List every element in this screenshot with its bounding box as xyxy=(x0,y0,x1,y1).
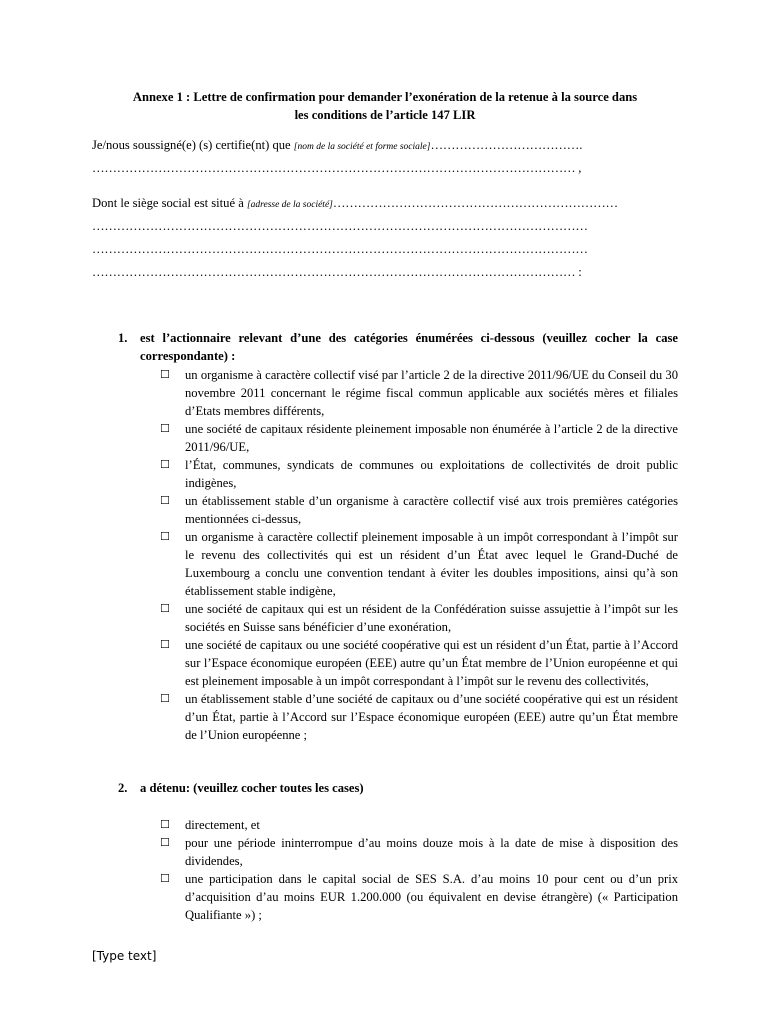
checkbox-icon[interactable]: ☐ xyxy=(160,638,170,651)
seat-line-4: ……………………………………………………………………………………………………… : xyxy=(92,265,582,279)
section-1-option[interactable] xyxy=(160,528,678,600)
declaration-line-2: ……………………………………………………………………………………………………… , xyxy=(92,161,582,175)
section-1-option[interactable] xyxy=(160,420,678,456)
section-1-number: 1. xyxy=(118,331,128,345)
section-1-heading xyxy=(118,329,678,365)
checkbox-icon[interactable]: ☐ xyxy=(160,422,170,435)
option-text: un organisme à caractère collectif visé par l’article 2 de la directive 2011/96/UE du Conseil du 30 novembre 2011 concernant le régime fiscal commun applicable aux sociétés mères et filiales d’Etats membres différents, xyxy=(185,368,678,418)
section-1-option[interactable] xyxy=(160,456,678,492)
company-address-placeholder: [adresse de la société] xyxy=(246,200,333,210)
option-text: pour une période ininterrompue d’au moins douze mois à la date de mise à disposition des dividendes, xyxy=(185,836,678,868)
document-title xyxy=(92,88,678,124)
seat-line-1 xyxy=(92,194,678,214)
section-2-number: 2. xyxy=(118,781,128,795)
declaration-prefix: Je/nous soussigné(e) (s) certifie(nt) que xyxy=(92,138,294,152)
option-text: un établissement stable d’une société de capitaux ou d’une société coopérative qui est un résident d’un État, partie à l’Accord sur l’Espace économique européen (EEE) autre qu’un État membre de l’Union européenne ; xyxy=(185,692,678,742)
option-text: un organisme à caractère collectif pleinement imposable à un impôt correspondant à l’impôt sur le revenu des collectivités qui est un résident d’un État avec lequel le Grand-Duché de Luxembourg a conclu une convention tendant à éviter les doubles impositions, ainsi qu’à son établissement stable indigène, xyxy=(185,530,678,598)
section-2-heading xyxy=(118,779,678,797)
checkbox-icon[interactable]: ☐ xyxy=(160,530,170,543)
option-text: une société de capitaux qui est un résident de la Confédération suisse assujettie à l’impôt sur les sociétés en Suisse sans bénéficier d’une exonération, xyxy=(185,602,678,634)
checkbox-icon[interactable]: ☐ xyxy=(160,458,170,471)
seat-line-3: ………………………………………………………………………………………………………… xyxy=(92,242,588,256)
declaration-dots: ………………………………. xyxy=(430,138,583,152)
checkbox-icon[interactable]: ☐ xyxy=(160,692,170,705)
checkbox-icon[interactable]: ☐ xyxy=(160,368,170,381)
option-text: une participation dans le capital social de SES S.A. d’au moins 10 pour cent ou d’un prix d’acquisition d’au moins EUR 1.200.000 (ou équivalent en devise étrangère) (« Participation Qualifiante ») ; xyxy=(185,872,678,922)
seat-line-2: ………………………………………………………………………………………………………… xyxy=(92,219,588,233)
checkbox-icon[interactable]: ☐ xyxy=(160,494,170,507)
checkbox-icon[interactable]: ☐ xyxy=(160,836,170,849)
option-text: un établissement stable d’un organisme à caractère collectif visé aux trois premières catégories mentionnées ci-dessus, xyxy=(185,494,678,526)
option-text: une société de capitaux ou une société coopérative qui est un résident d’un État, partie à l’Accord sur l’Espace économique européen (EEE) autre qu’un État membre de l’Union européenne et qui est pleinement imposable à un impôt correspondant à l’impôt sur le revenu des collectivités, xyxy=(185,638,678,688)
section-2-option[interactable] xyxy=(160,870,678,924)
seat-dots: …………………………………………………………… xyxy=(332,196,618,210)
section-1-heading-text: est l’actionnaire relevant d’une des catégories énumérées ci-dessous (veuillez cocher la case correspondante) : xyxy=(140,331,678,363)
title-line-2: les conditions de l’article 147 LIR xyxy=(294,108,476,122)
footer-placeholder: [Type text] xyxy=(92,949,157,963)
section-1-options xyxy=(160,366,678,744)
checkbox-icon[interactable]: ☐ xyxy=(160,602,170,615)
section-2-options xyxy=(160,816,678,924)
title-line-1: Annexe 1 : Lettre de confirmation pour demander l’exonération de la retenue à la source dans xyxy=(132,90,638,104)
section-2-option[interactable] xyxy=(160,834,678,870)
section-1-option[interactable] xyxy=(160,636,678,690)
option-text: l’État, communes, syndicats de communes ou exploitations de collectivités de droit public indigènes, xyxy=(185,458,678,490)
option-text: une société de capitaux résidente pleinement imposable non énumérée à l’article 2 de la directive 2011/96/UE, xyxy=(185,422,678,454)
section-1-option[interactable] xyxy=(160,600,678,636)
section-1-option[interactable] xyxy=(160,492,678,528)
section-2-option[interactable] xyxy=(160,816,678,834)
declaration-line-1 xyxy=(92,136,678,156)
section-1-option[interactable] xyxy=(160,690,678,744)
seat-prefix: Dont le siège social est situé à xyxy=(92,196,247,210)
checkbox-icon[interactable]: ☐ xyxy=(160,872,170,885)
company-name-placeholder: [nom de la société et forme sociale] xyxy=(293,142,431,152)
checkbox-icon[interactable]: ☐ xyxy=(160,818,170,831)
option-text: directement, et xyxy=(185,818,260,832)
section-1-option[interactable] xyxy=(160,366,678,420)
section-2-heading-text: a détenu: (veuillez cocher toutes les cases) xyxy=(140,781,364,795)
